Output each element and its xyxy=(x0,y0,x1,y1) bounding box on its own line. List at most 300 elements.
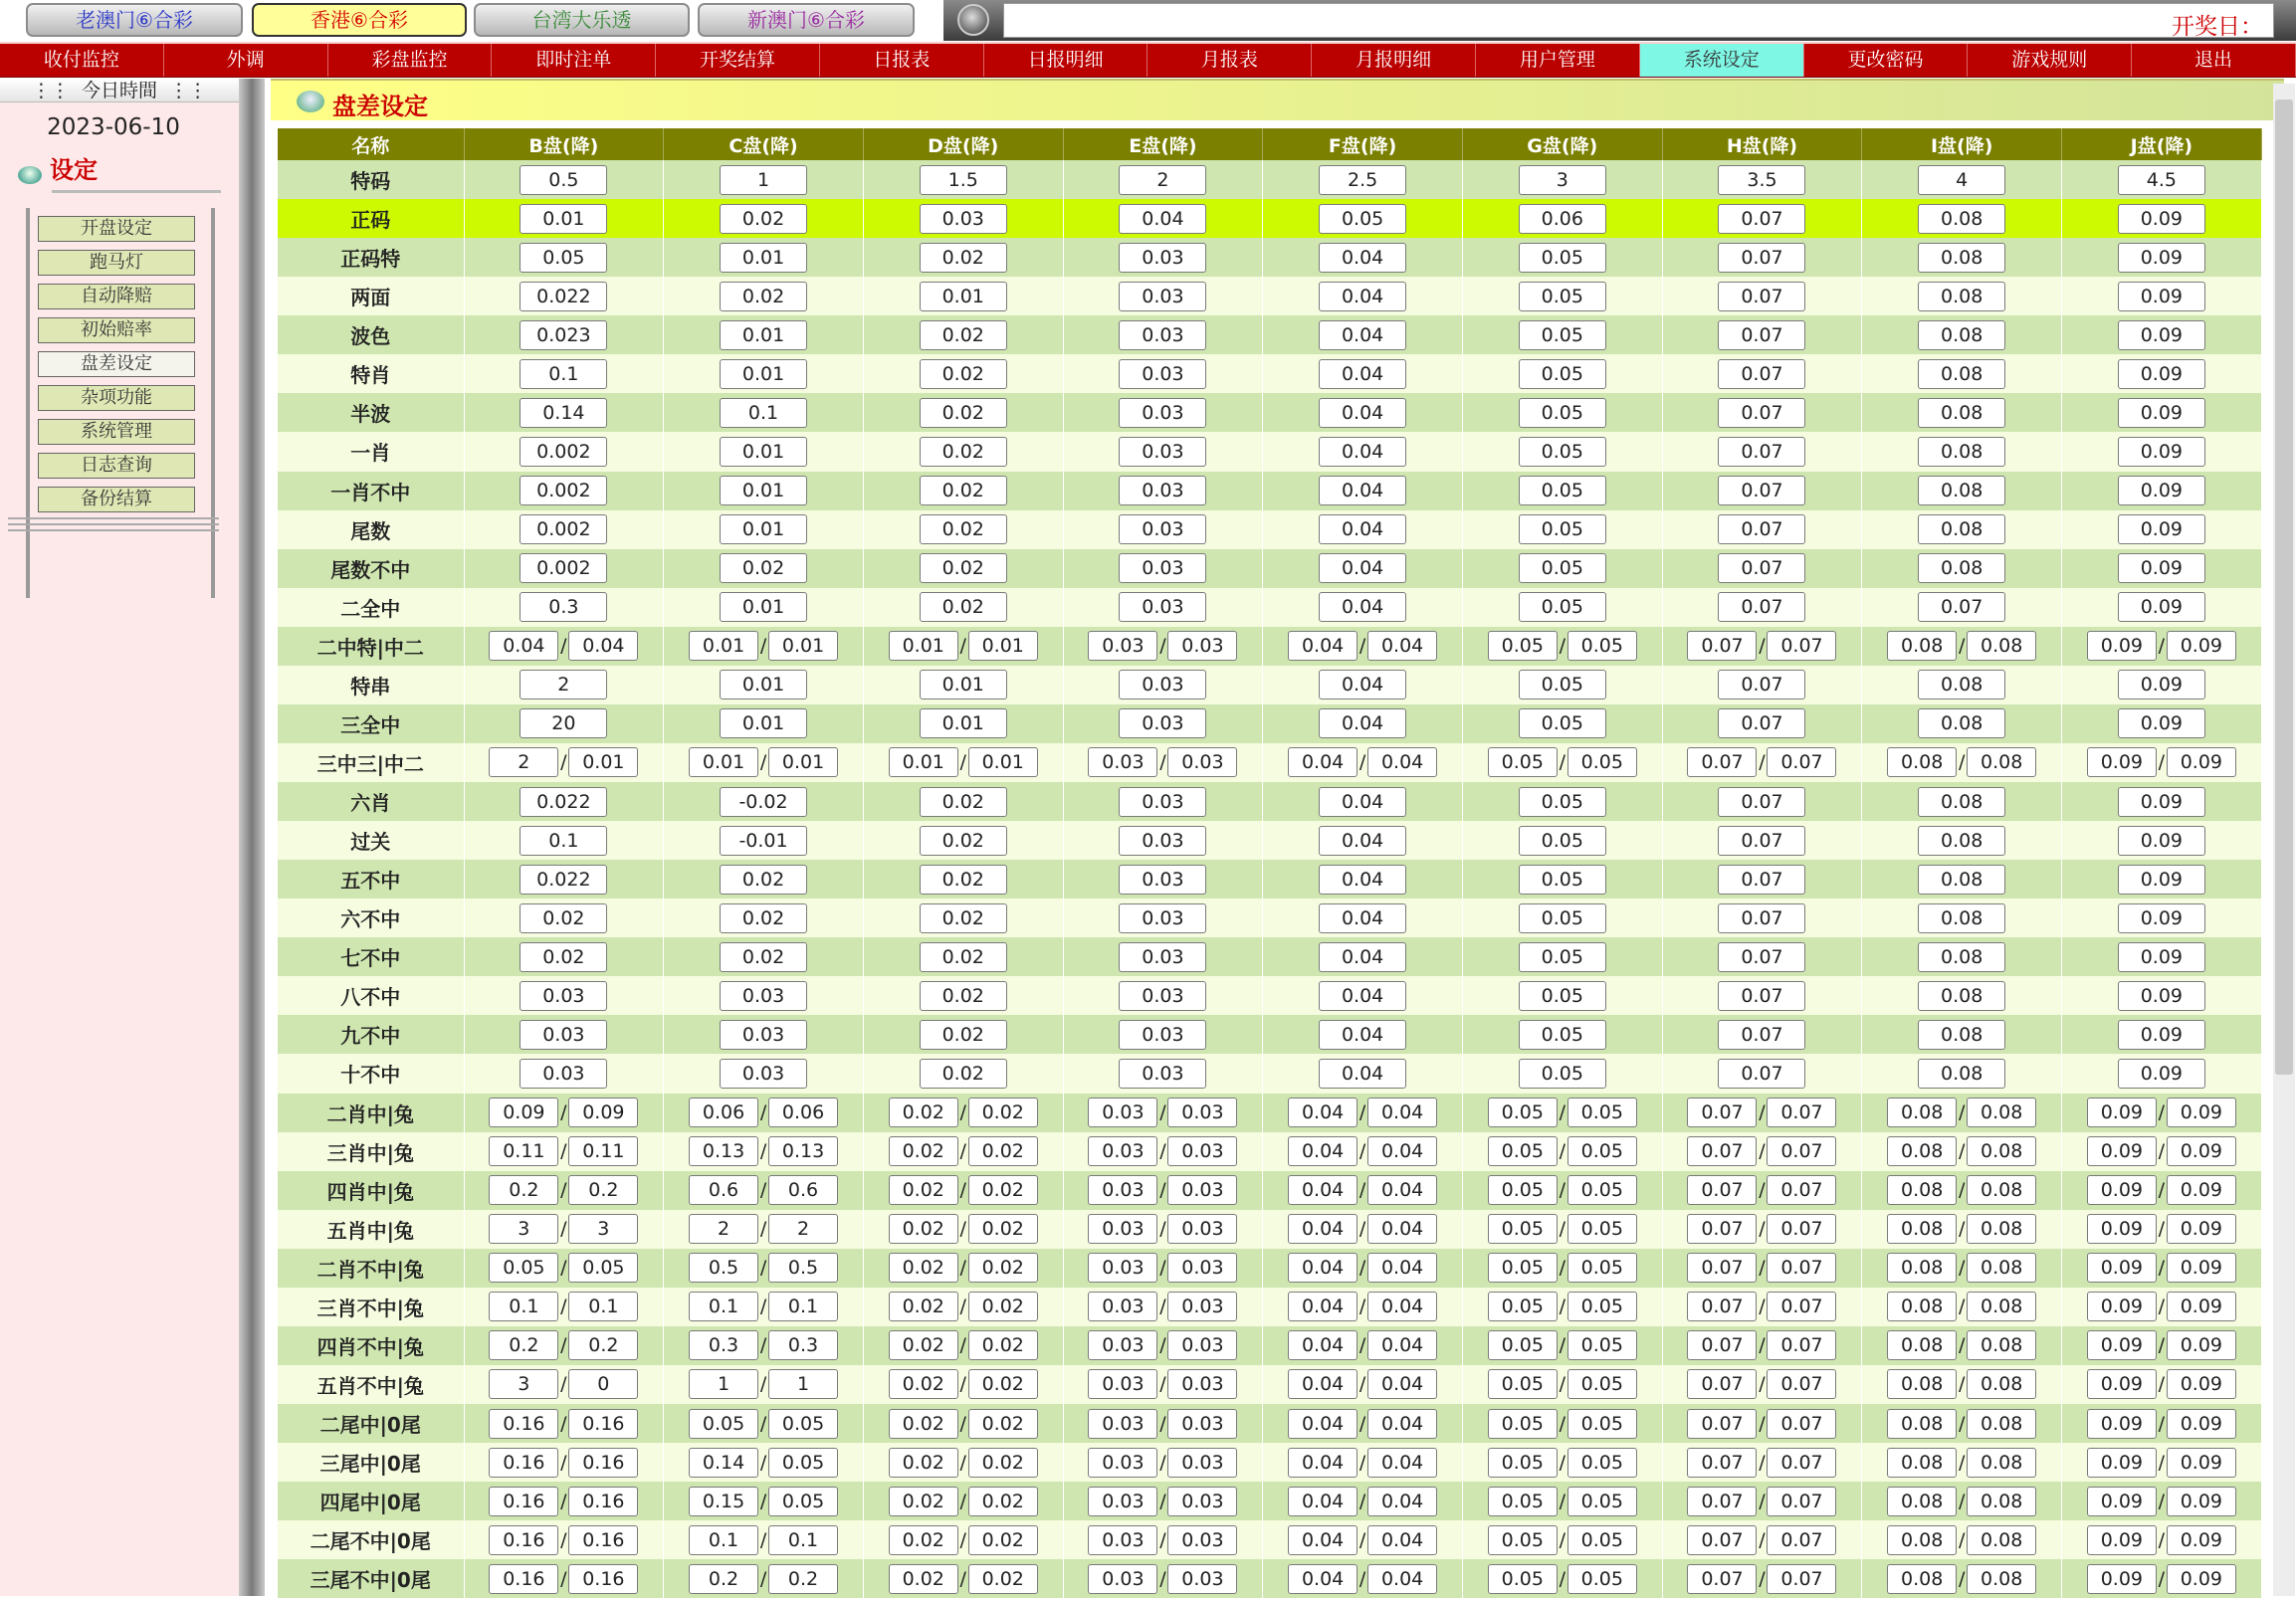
odds-diff-input[interactable]: 0.01 xyxy=(720,320,807,350)
odds-diff-input[interactable]: 0.07 xyxy=(1718,1059,1805,1089)
odds-diff-input[interactable]: 0.05 xyxy=(1488,1369,1558,1399)
odds-diff-input[interactable]: 0.01 xyxy=(720,670,807,699)
odds-diff-input[interactable]: 0.07 xyxy=(1767,1292,1836,1321)
odds-diff-input[interactable]: 0.03 xyxy=(1088,1292,1157,1321)
odds-diff-input[interactable]: 0.01 xyxy=(968,747,1038,777)
odds-diff-input[interactable]: 0.02 xyxy=(920,865,1007,895)
sidebar-menu-button[interactable]: 跑马灯 xyxy=(38,250,195,276)
odds-diff-input[interactable]: 0.04 xyxy=(1288,1369,1357,1399)
odds-diff-input[interactable]: 0.05 xyxy=(520,243,607,273)
odds-diff-input[interactable]: 0.03 xyxy=(1119,942,1206,972)
odds-diff-input[interactable]: 0.09 xyxy=(2118,981,2205,1011)
odds-diff-input[interactable]: 0.01 xyxy=(689,747,758,777)
odds-diff-input[interactable]: 0.05 xyxy=(1519,476,1606,505)
odds-diff-input[interactable]: 0.07 xyxy=(1718,204,1805,234)
odds-diff-input[interactable]: 0.03 xyxy=(1119,787,1206,817)
odds-diff-input[interactable]: 0.09 xyxy=(2087,1175,2157,1205)
odds-diff-input[interactable]: 0.03 xyxy=(1088,1136,1157,1166)
odds-diff-input[interactable]: 0.07 xyxy=(1718,826,1805,856)
odds-diff-input[interactable]: 0.13 xyxy=(689,1136,758,1166)
odds-diff-input[interactable]: 0.09 xyxy=(2167,1564,2236,1594)
odds-diff-input[interactable]: 0.05 xyxy=(768,1409,838,1439)
odds-diff-input[interactable]: 4.5 xyxy=(2118,165,2205,195)
odds-diff-input[interactable]: 0.05 xyxy=(1567,1214,1637,1244)
odds-diff-input[interactable]: 0.02 xyxy=(720,553,807,583)
odds-diff-input[interactable]: 0.03 xyxy=(1167,1487,1237,1516)
odds-diff-input[interactable]: 20 xyxy=(520,708,607,738)
odds-diff-input[interactable]: 0.02 xyxy=(520,942,607,972)
odds-diff-input[interactable]: 0.03 xyxy=(1167,1253,1237,1283)
odds-diff-input[interactable]: 0.01 xyxy=(689,631,758,661)
odds-diff-input[interactable]: 0.05 xyxy=(1519,243,1606,273)
odds-diff-input[interactable]: 0.03 xyxy=(1167,747,1237,777)
odds-diff-input[interactable]: 0.03 xyxy=(1119,708,1206,738)
odds-diff-input[interactable]: 0.09 xyxy=(2167,1487,2236,1516)
odds-diff-input[interactable]: 0.09 xyxy=(2118,708,2205,738)
odds-diff-input[interactable]: 0.03 xyxy=(1088,1525,1157,1555)
odds-diff-input[interactable]: 4 xyxy=(1918,165,2005,195)
odds-diff-input[interactable]: 0.02 xyxy=(889,1487,958,1516)
odds-diff-input[interactable]: 2 xyxy=(768,1214,838,1244)
odds-diff-input[interactable]: 0.02 xyxy=(968,1292,1038,1321)
odds-diff-input[interactable]: 0.1 xyxy=(489,1292,558,1321)
odds-diff-input[interactable]: 0.1 xyxy=(520,826,607,856)
odds-diff-input[interactable]: 1 xyxy=(720,165,807,195)
odds-diff-input[interactable]: 0.02 xyxy=(889,1448,958,1478)
odds-diff-input[interactable]: 0.03 xyxy=(520,1020,607,1050)
odds-diff-input[interactable]: 0.03 xyxy=(520,1059,607,1089)
odds-diff-input[interactable]: 0.04 xyxy=(1319,437,1406,467)
odds-diff-input[interactable]: 0.04 xyxy=(1119,204,1206,234)
odds-diff-input[interactable]: 0.07 xyxy=(1767,631,1836,661)
nav-item[interactable]: 更改密码 xyxy=(1804,44,1969,77)
odds-diff-input[interactable]: 0.05 xyxy=(689,1409,758,1439)
odds-diff-input[interactable]: 0.01 xyxy=(920,282,1007,311)
odds-diff-input[interactable]: 0.08 xyxy=(1967,1136,2036,1166)
odds-diff-input[interactable]: 0.01 xyxy=(720,476,807,505)
odds-diff-input[interactable]: 0.02 xyxy=(920,592,1007,622)
odds-diff-input[interactable]: 0.08 xyxy=(1887,747,1957,777)
odds-diff-input[interactable]: 0.04 xyxy=(1319,398,1406,428)
odds-diff-input[interactable]: 0.05 xyxy=(1567,1175,1637,1205)
nav-item[interactable]: 即时注单 xyxy=(492,44,656,77)
odds-diff-input[interactable]: 0.07 xyxy=(1718,981,1805,1011)
odds-diff-input[interactable]: 0.04 xyxy=(1367,1487,1437,1516)
odds-diff-input[interactable]: 0.05 xyxy=(1567,1487,1637,1516)
odds-diff-input[interactable]: 0.03 xyxy=(1119,1059,1206,1089)
odds-diff-input[interactable]: 0.04 xyxy=(1367,1136,1437,1166)
odds-diff-input[interactable]: 0.16 xyxy=(568,1525,638,1555)
odds-diff-input[interactable]: 0.06 xyxy=(1519,204,1606,234)
odds-diff-input[interactable]: 0.04 xyxy=(1319,359,1406,389)
sidebar-menu-button[interactable]: 系统管理 xyxy=(38,419,195,445)
odds-diff-input[interactable]: 0.02 xyxy=(720,204,807,234)
odds-diff-input[interactable]: 0.05 xyxy=(1488,1448,1558,1478)
odds-diff-input[interactable]: 0.02 xyxy=(889,1136,958,1166)
odds-diff-input[interactable]: 0.16 xyxy=(568,1448,638,1478)
odds-diff-input[interactable]: 0.05 xyxy=(1567,1448,1637,1478)
odds-diff-input[interactable]: 0.2 xyxy=(768,1564,838,1594)
odds-diff-input[interactable]: 0.03 xyxy=(920,204,1007,234)
odds-diff-input[interactable]: 0.09 xyxy=(2118,670,2205,699)
vertical-scrollbar[interactable] xyxy=(2273,84,2295,1596)
odds-diff-input[interactable]: 0.05 xyxy=(1567,1369,1637,1399)
odds-diff-input[interactable]: 0.16 xyxy=(489,1448,558,1478)
odds-diff-input[interactable]: 0.05 xyxy=(1519,398,1606,428)
sidebar-splitter[interactable] xyxy=(239,79,265,1596)
odds-diff-input[interactable]: 0.07 xyxy=(1718,398,1805,428)
odds-diff-input[interactable]: 0.07 xyxy=(1687,1525,1757,1555)
odds-diff-input[interactable]: 0.09 xyxy=(2167,1409,2236,1439)
odds-diff-input[interactable]: 0.07 xyxy=(1718,320,1805,350)
odds-diff-input[interactable]: 0.05 xyxy=(1519,826,1606,856)
odds-diff-input[interactable]: 0.07 xyxy=(1767,1136,1836,1166)
nav-item[interactable]: 游戏规则 xyxy=(1968,44,2132,77)
odds-diff-input[interactable]: 0.09 xyxy=(2167,1525,2236,1555)
odds-diff-input[interactable]: 0.08 xyxy=(1967,1409,2036,1439)
odds-diff-input[interactable]: 0.03 xyxy=(1119,903,1206,933)
sidebar-menu-button[interactable]: 杂项功能 xyxy=(38,385,195,411)
odds-diff-input[interactable]: 0.08 xyxy=(1918,826,2005,856)
odds-diff-input[interactable]: 0.03 xyxy=(1119,359,1206,389)
odds-diff-input[interactable]: 0.03 xyxy=(1088,1253,1157,1283)
odds-diff-input[interactable]: 0.04 xyxy=(1319,942,1406,972)
odds-diff-input[interactable]: 0.16 xyxy=(489,1525,558,1555)
odds-diff-input[interactable]: 0.02 xyxy=(968,1330,1038,1360)
odds-diff-input[interactable]: 0.03 xyxy=(1119,553,1206,583)
sidebar-menu-button[interactable]: 盘差设定 xyxy=(38,351,195,377)
odds-diff-input[interactable]: 0.07 xyxy=(1687,1098,1757,1127)
odds-diff-input[interactable]: 0.09 xyxy=(2167,1098,2236,1127)
odds-diff-input[interactable]: 0.07 xyxy=(1718,282,1805,311)
odds-diff-input[interactable]: 0.03 xyxy=(1119,476,1206,505)
odds-diff-input[interactable]: 0.09 xyxy=(2118,865,2205,895)
odds-diff-input[interactable]: 0.02 xyxy=(889,1525,958,1555)
odds-diff-input[interactable]: 0.07 xyxy=(1687,1253,1757,1283)
odds-diff-input[interactable]: 0.03 xyxy=(1167,631,1237,661)
odds-diff-input[interactable]: 0.02 xyxy=(920,476,1007,505)
odds-diff-input[interactable]: 0.13 xyxy=(768,1136,838,1166)
odds-diff-input[interactable]: 0.09 xyxy=(2167,1292,2236,1321)
odds-diff-input[interactable]: 0.07 xyxy=(1718,787,1805,817)
odds-diff-input[interactable]: 0.04 xyxy=(1367,1409,1437,1439)
odds-diff-input[interactable]: 0.04 xyxy=(1367,1330,1437,1360)
odds-diff-input[interactable]: 0.03 xyxy=(1119,437,1206,467)
odds-diff-input[interactable]: 0.16 xyxy=(568,1487,638,1516)
odds-diff-input[interactable]: 0.16 xyxy=(568,1564,638,1594)
odds-diff-input[interactable]: 0.09 xyxy=(2167,1136,2236,1166)
odds-diff-input[interactable]: 0.08 xyxy=(1918,670,2005,699)
odds-diff-input[interactable]: 0.04 xyxy=(1288,1098,1357,1127)
odds-diff-input[interactable]: 0.05 xyxy=(1567,1409,1637,1439)
odds-diff-input[interactable]: 0.09 xyxy=(2167,631,2236,661)
odds-diff-input[interactable]: 0.09 xyxy=(2118,437,2205,467)
odds-diff-input[interactable]: 0.02 xyxy=(920,320,1007,350)
odds-diff-input[interactable]: 0.01 xyxy=(720,437,807,467)
odds-diff-input[interactable]: 0.07 xyxy=(1687,1136,1757,1166)
odds-diff-input[interactable]: 0.04 xyxy=(1367,747,1437,777)
odds-diff-input[interactable]: 0.09 xyxy=(2167,1214,2236,1244)
odds-diff-input[interactable]: 0.03 xyxy=(1119,981,1206,1011)
odds-diff-input[interactable]: 0.5 xyxy=(689,1253,758,1283)
odds-diff-input[interactable]: 0.1 xyxy=(768,1292,838,1321)
odds-diff-input[interactable]: 0.04 xyxy=(568,631,638,661)
odds-diff-input[interactable]: 0.02 xyxy=(720,865,807,895)
odds-diff-input[interactable]: 0.05 xyxy=(1519,320,1606,350)
odds-diff-input[interactable]: 0.16 xyxy=(568,1409,638,1439)
sidebar-menu-button[interactable]: 自动降赔 xyxy=(38,284,195,309)
odds-diff-input[interactable]: 0.04 xyxy=(1319,514,1406,544)
nav-item[interactable]: 外调 xyxy=(164,44,328,77)
odds-diff-input[interactable]: 0.2 xyxy=(689,1564,758,1594)
odds-diff-input[interactable]: 0.07 xyxy=(1687,1330,1757,1360)
odds-diff-input[interactable]: 0.04 xyxy=(1288,1253,1357,1283)
odds-diff-input[interactable]: 0.08 xyxy=(1967,1214,2036,1244)
odds-diff-input[interactable]: 0.1 xyxy=(689,1525,758,1555)
odds-diff-input[interactable]: 0.04 xyxy=(1367,1525,1437,1555)
odds-diff-input[interactable]: 0.05 xyxy=(1519,1020,1606,1050)
odds-diff-input[interactable]: 0.07 xyxy=(1718,553,1805,583)
odds-diff-input[interactable]: 0.08 xyxy=(1967,1564,2036,1594)
odds-diff-input[interactable]: 0.01 xyxy=(968,631,1038,661)
lottery-tab-taiwan[interactable] xyxy=(474,3,690,37)
odds-diff-input[interactable]: 0.03 xyxy=(1119,514,1206,544)
odds-diff-input[interactable]: 0.03 xyxy=(1119,1020,1206,1050)
nav-item[interactable]: 日报表 xyxy=(820,44,984,77)
odds-diff-input[interactable]: 0.14 xyxy=(689,1448,758,1478)
odds-diff-input[interactable]: 0.09 xyxy=(2087,747,2157,777)
odds-diff-input[interactable]: 0.2 xyxy=(489,1330,558,1360)
odds-diff-input[interactable]: 0.08 xyxy=(1887,1292,1957,1321)
odds-diff-input[interactable]: 0.09 xyxy=(2167,1330,2236,1360)
odds-diff-input[interactable]: 0.1 xyxy=(520,359,607,389)
odds-diff-input[interactable]: 0.04 xyxy=(1319,708,1406,738)
odds-diff-input[interactable]: 0.04 xyxy=(1288,1292,1357,1321)
odds-diff-input[interactable]: 0.04 xyxy=(1367,1253,1437,1283)
odds-diff-input[interactable]: 0.2 xyxy=(568,1175,638,1205)
odds-diff-input[interactable]: 0.09 xyxy=(2087,1136,2157,1166)
odds-diff-input[interactable]: 0.04 xyxy=(1288,1564,1357,1594)
odds-diff-input[interactable]: 0.02 xyxy=(920,787,1007,817)
odds-diff-input[interactable]: 0.05 xyxy=(1488,1175,1558,1205)
odds-diff-input[interactable]: 0.02 xyxy=(920,903,1007,933)
odds-diff-input[interactable]: 0.11 xyxy=(568,1136,638,1166)
odds-diff-input[interactable]: 0.07 xyxy=(1767,1525,1836,1555)
odds-diff-input[interactable]: 0.07 xyxy=(1687,747,1757,777)
odds-diff-input[interactable]: 0.01 xyxy=(768,747,838,777)
odds-diff-input[interactable]: 0.03 xyxy=(1167,1448,1237,1478)
odds-diff-input[interactable]: 0.09 xyxy=(2087,1292,2157,1321)
odds-diff-input[interactable]: 0.03 xyxy=(1119,398,1206,428)
odds-diff-input[interactable]: 0.07 xyxy=(1718,514,1805,544)
odds-diff-input[interactable]: 1.5 xyxy=(920,165,1007,195)
odds-diff-input[interactable]: 0.04 xyxy=(1319,1020,1406,1050)
odds-diff-input[interactable]: 0.002 xyxy=(520,553,607,583)
odds-diff-input[interactable]: 0.16 xyxy=(489,1487,558,1516)
odds-diff-input[interactable]: 0.08 xyxy=(1967,631,2036,661)
odds-diff-input[interactable]: 0.09 xyxy=(2118,826,2205,856)
odds-diff-input[interactable]: 0.07 xyxy=(1767,1214,1836,1244)
odds-diff-input[interactable]: 0.07 xyxy=(1687,1175,1757,1205)
odds-diff-input[interactable]: 0.04 xyxy=(1319,865,1406,895)
odds-diff-input[interactable]: 0.02 xyxy=(968,1175,1038,1205)
odds-diff-input[interactable]: 0.02 xyxy=(968,1409,1038,1439)
odds-diff-input[interactable]: 0.04 xyxy=(1319,282,1406,311)
odds-diff-input[interactable]: 0.04 xyxy=(1319,670,1406,699)
odds-diff-input[interactable]: 0.02 xyxy=(889,1292,958,1321)
odds-diff-input[interactable]: 0.08 xyxy=(1887,1409,1957,1439)
odds-diff-input[interactable]: 0.07 xyxy=(1767,1564,1836,1594)
odds-diff-input[interactable]: 0.04 xyxy=(1367,1564,1437,1594)
odds-diff-input[interactable]: 0.08 xyxy=(1918,359,2005,389)
odds-diff-input[interactable]: 0.05 xyxy=(1567,1330,1637,1360)
odds-diff-input[interactable]: 0.04 xyxy=(1319,1059,1406,1089)
odds-diff-input[interactable]: 0.09 xyxy=(2118,1020,2205,1050)
odds-diff-input[interactable]: 0.08 xyxy=(1918,942,2005,972)
odds-diff-input[interactable]: 0.01 xyxy=(720,243,807,273)
odds-diff-input[interactable]: 0.08 xyxy=(1918,204,2005,234)
odds-diff-input[interactable]: 0.03 xyxy=(1088,1098,1157,1127)
odds-diff-input[interactable]: 0.07 xyxy=(1718,592,1805,622)
odds-diff-input[interactable]: 0.08 xyxy=(1918,787,2005,817)
odds-diff-input[interactable]: 0.11 xyxy=(489,1136,558,1166)
odds-diff-input[interactable]: 0.04 xyxy=(1288,1487,1357,1516)
odds-diff-input[interactable]: 0.07 xyxy=(1687,1564,1757,1594)
odds-diff-input[interactable]: 0.002 xyxy=(520,514,607,544)
odds-diff-input[interactable]: 0.2 xyxy=(568,1330,638,1360)
odds-diff-input[interactable]: 0.07 xyxy=(1767,747,1836,777)
odds-diff-input[interactable]: 0.08 xyxy=(1967,1175,2036,1205)
odds-diff-input[interactable]: 0.04 xyxy=(1319,592,1406,622)
odds-diff-input[interactable]: 0.07 xyxy=(1718,437,1805,467)
odds-diff-input[interactable]: 0.03 xyxy=(1167,1136,1237,1166)
odds-diff-input[interactable]: 0.07 xyxy=(1687,1292,1757,1321)
odds-diff-input[interactable]: 0.05 xyxy=(1488,1136,1558,1166)
odds-diff-input[interactable]: 0.08 xyxy=(1887,1564,1957,1594)
odds-diff-input[interactable]: 0.07 xyxy=(1687,1214,1757,1244)
odds-diff-input[interactable]: 0.05 xyxy=(568,1253,638,1283)
odds-diff-input[interactable]: 0.04 xyxy=(1319,787,1406,817)
odds-diff-input[interactable]: 0.03 xyxy=(720,1020,807,1050)
nav-item[interactable]: 退出 xyxy=(2132,44,2296,77)
odds-diff-input[interactable]: 0.03 xyxy=(1167,1292,1237,1321)
odds-diff-input[interactable]: 0.04 xyxy=(1319,553,1406,583)
sidebar-menu-button[interactable]: 开盘设定 xyxy=(38,216,195,242)
odds-diff-input[interactable]: 2.5 xyxy=(1319,165,1406,195)
odds-diff-input[interactable]: 0.03 xyxy=(1088,1409,1157,1439)
odds-diff-input[interactable]: 0.08 xyxy=(1967,1330,2036,1360)
odds-diff-input[interactable]: 0.01 xyxy=(720,514,807,544)
odds-diff-input[interactable]: 0.08 xyxy=(1918,903,2005,933)
odds-diff-input[interactable]: 0.07 xyxy=(1718,865,1805,895)
odds-diff-input[interactable]: 0.04 xyxy=(1367,1098,1437,1127)
odds-diff-input[interactable]: 0.3 xyxy=(768,1330,838,1360)
odds-diff-input[interactable]: 2 xyxy=(489,747,558,777)
odds-diff-input[interactable]: 0.05 xyxy=(489,1253,558,1283)
nav-item[interactable]: 月报明细 xyxy=(1312,44,1476,77)
odds-diff-input[interactable]: 0.05 xyxy=(1488,1525,1558,1555)
odds-diff-input[interactable]: 0.02 xyxy=(968,1098,1038,1127)
odds-diff-input[interactable]: 0.07 xyxy=(1718,708,1805,738)
odds-diff-input[interactable]: 0.03 xyxy=(520,981,607,1011)
odds-diff-input[interactable]: 0.05 xyxy=(1519,670,1606,699)
odds-diff-input[interactable]: 0.07 xyxy=(1718,942,1805,972)
odds-diff-input[interactable]: 0.08 xyxy=(1887,1525,1957,1555)
odds-diff-input[interactable]: 0.002 xyxy=(520,476,607,505)
scrollbar-thumb[interactable] xyxy=(2275,100,2293,1075)
odds-diff-input[interactable]: 0.04 xyxy=(1288,631,1357,661)
odds-diff-input[interactable]: 0.05 xyxy=(768,1448,838,1478)
odds-diff-input[interactable]: 0.05 xyxy=(1567,1136,1637,1166)
odds-diff-input[interactable]: 0.02 xyxy=(920,942,1007,972)
odds-diff-input[interactable]: 3 xyxy=(1519,165,1606,195)
odds-diff-input[interactable]: 0.09 xyxy=(489,1098,558,1127)
odds-diff-input[interactable]: 0.05 xyxy=(1519,359,1606,389)
odds-diff-input[interactable]: 0.09 xyxy=(2118,514,2205,544)
odds-diff-input[interactable]: 0.02 xyxy=(968,1136,1038,1166)
odds-diff-input[interactable]: 3 xyxy=(568,1214,638,1244)
odds-diff-input[interactable]: 0.08 xyxy=(1918,437,2005,467)
odds-diff-input[interactable]: 0.05 xyxy=(1519,787,1606,817)
odds-diff-input[interactable]: 0.04 xyxy=(1288,1409,1357,1439)
odds-diff-input[interactable]: 0.07 xyxy=(1767,1098,1836,1127)
odds-diff-input[interactable]: 0.01 xyxy=(520,204,607,234)
odds-diff-input[interactable]: 0.08 xyxy=(1918,708,2005,738)
odds-diff-input[interactable]: 0.08 xyxy=(1967,747,2036,777)
odds-diff-input[interactable]: 0.05 xyxy=(1488,1098,1558,1127)
odds-diff-input[interactable]: 0.022 xyxy=(520,865,607,895)
odds-diff-input[interactable]: 0.04 xyxy=(1288,1214,1357,1244)
odds-diff-input[interactable]: 0.02 xyxy=(520,903,607,933)
odds-diff-input[interactable]: 0.08 xyxy=(1918,981,2005,1011)
odds-diff-input[interactable]: 0.02 xyxy=(889,1369,958,1399)
odds-diff-input[interactable]: 0.04 xyxy=(1319,320,1406,350)
odds-diff-input[interactable]: 0.06 xyxy=(768,1098,838,1127)
odds-diff-input[interactable]: 0.07 xyxy=(1718,1020,1805,1050)
odds-diff-input[interactable]: 0.09 xyxy=(2118,1059,2205,1089)
odds-diff-input[interactable]: 0.04 xyxy=(1288,1525,1357,1555)
odds-diff-input[interactable]: 0.05 xyxy=(1488,1564,1558,1594)
odds-diff-input[interactable]: 0.02 xyxy=(920,437,1007,467)
odds-diff-input[interactable]: 0.02 xyxy=(968,1448,1038,1478)
odds-diff-input[interactable]: 1 xyxy=(768,1369,838,1399)
odds-diff-input[interactable]: 0.05 xyxy=(1519,282,1606,311)
odds-diff-input[interactable]: 0.08 xyxy=(1887,631,1957,661)
odds-diff-input[interactable]: 2 xyxy=(1119,165,1206,195)
odds-diff-input[interactable]: 0.03 xyxy=(720,981,807,1011)
odds-diff-input[interactable]: 0.05 xyxy=(1567,631,1637,661)
odds-diff-input[interactable]: 0.08 xyxy=(1918,1059,2005,1089)
odds-diff-input[interactable]: 0.08 xyxy=(1887,1175,1957,1205)
odds-diff-input[interactable]: 0.07 xyxy=(1718,243,1805,273)
odds-diff-input[interactable]: 0.09 xyxy=(2087,1564,2157,1594)
odds-diff-input[interactable]: 0.3 xyxy=(689,1330,758,1360)
odds-diff-input[interactable]: 0.08 xyxy=(1967,1098,2036,1127)
odds-diff-input[interactable]: 0.04 xyxy=(489,631,558,661)
odds-diff-input[interactable]: 0.09 xyxy=(2087,1487,2157,1516)
odds-diff-input[interactable]: 0.03 xyxy=(1167,1409,1237,1439)
odds-diff-input[interactable]: 0.08 xyxy=(1887,1448,1957,1478)
odds-diff-input[interactable]: 0.04 xyxy=(1288,1330,1357,1360)
odds-diff-input[interactable]: 0.05 xyxy=(1567,1098,1637,1127)
odds-diff-input[interactable]: 0.04 xyxy=(1367,1369,1437,1399)
odds-diff-input[interactable]: 0.05 xyxy=(1488,631,1558,661)
odds-diff-input[interactable]: 0.02 xyxy=(968,1253,1038,1283)
odds-diff-input[interactable]: 0.01 xyxy=(920,670,1007,699)
odds-diff-input[interactable]: 0.15 xyxy=(689,1487,758,1516)
odds-diff-input[interactable]: 0.07 xyxy=(1718,903,1805,933)
odds-diff-input[interactable]: 0.05 xyxy=(1567,1292,1637,1321)
